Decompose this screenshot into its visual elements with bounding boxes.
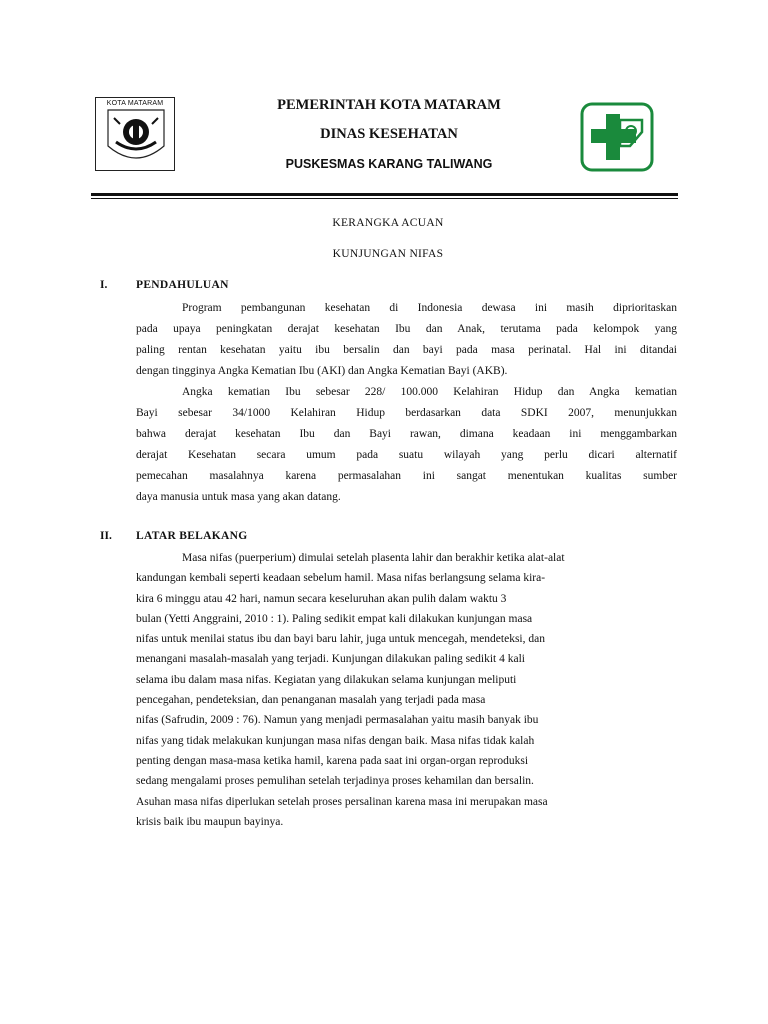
text-line: bulan (Yetti Anggraini, 2010 : 1). Paling sedikit empat kali dilakukan kunjungan masa	[136, 612, 533, 625]
section-1-paragraph-2	[136, 382, 677, 508]
text-line: krisis baik ibu maupun bayinya.	[136, 815, 284, 828]
text-line: nifas (Safrudin, 2009 : 76). Namun yang menjadi permasalahan yaitu masih banyak ibu	[136, 714, 539, 727]
text-line: menangani masalah-masalah yang terjadi. Kunjungan dilakukan paling sedikit 4 kali	[136, 653, 525, 666]
text-line: derajat Kesehatan secara umum pada suatu wilayah yang perlu dicari alternatif	[136, 449, 677, 461]
document-title: KERANGKA ACUAN	[332, 217, 444, 229]
text-line: pada upaya peningkatan derajat kesehatan Ibu dan Anak, terutama pada kelompok yang	[136, 323, 677, 335]
section-1-number: I.	[100, 279, 108, 291]
section-1-paragraph-1	[136, 298, 677, 382]
text-line: selama ibu dalam masa nifas. Kegiatan yang dilakukan selama kunjungan meliputi	[136, 673, 517, 686]
text-line: Bayi sebesar 34/1000 Kelahiran Hidup berdasarkan data SDKI 2007, menunjukkan	[136, 407, 677, 419]
section-2-paragraph-1	[136, 548, 677, 832]
header-puskesmas: PUSKESMAS KARANG TALIWANG	[285, 157, 493, 171]
text-line: paling rentan kesehatan yaitu ibu bersalin dan bayi pada masa perinatal. Hal ini ditandai	[136, 344, 677, 356]
header-divider-thin	[91, 198, 678, 199]
text-line: Masa nifas (puerperium) dimulai setelah plasenta lahir dan berakhir ketika alat-alat	[182, 552, 565, 564]
text-line: Program pembangunan kesehatan di Indonesia dewasa ini masih diprioritaskan	[182, 302, 677, 314]
header-divider-thick	[91, 193, 678, 196]
text-line: pencegahan, pendeteksian, dan penanganan masalah yang terjadi pada masa	[136, 694, 486, 707]
header-government: PEMERINTAH KOTA MATARAM	[277, 97, 501, 113]
text-line: kira 6 minggu atau 42 hari, namun secara keseluruhan akan pulih dalam waktu 3	[136, 592, 507, 605]
text-line: pemecahan masalahnya karena permasalahan ini sangat menentukan kualitas sumber	[136, 470, 677, 482]
section-1-heading: PENDAHULUAN	[136, 279, 229, 291]
text-line: Angka kematian Ibu sebesar 228/ 100.000 Kelahiran Hidup dan Angka kematian	[182, 386, 677, 398]
document-subtitle: KUNJUNGAN NIFAS	[332, 248, 444, 260]
text-line: dengan tingginya Angka Kematian Ibu (AKI) dan Angka Kematian Bayi (AKB).	[136, 365, 508, 377]
text-line: kandungan kembali seperti keadaan sebelum hamil. Masa nifas berlangsung selama kira-	[136, 572, 546, 585]
text-line: penting dengan masa-masa ketika hamil, karena pada saat ini organ-organ reproduksi	[136, 754, 529, 767]
header-department: DINAS KESEHATAN	[320, 126, 458, 142]
text-line: daya manusia untuk masa yang akan datang.	[136, 491, 341, 503]
text-line: bahwa derajat kesehatan Ibu dan Bayi rawan, dimana keadaan ini menggambarkan	[136, 428, 677, 440]
logo-caption: KOTA MATARAM	[106, 100, 164, 107]
section-2-number: II.	[100, 530, 112, 542]
text-line: nifas untuk menilai status ibu dan bayi baru lahir, juga untuk mencegah, mendeteksi, dan	[136, 633, 545, 646]
text-line: sedang mengalami proses pemulihan setelah terjadinya proses kehamilan dan bersalin.	[136, 775, 534, 788]
section-2-heading: LATAR BELAKANG	[136, 530, 248, 542]
text-line: nifas yang tidak melakukan kunjungan masa nifas dengan baik. Masa nifas tidak kalah	[136, 734, 535, 747]
text-line: Asuhan masa nifas diperlukan setelah proses persalinan karena masa ini merupakan masa	[136, 795, 548, 808]
